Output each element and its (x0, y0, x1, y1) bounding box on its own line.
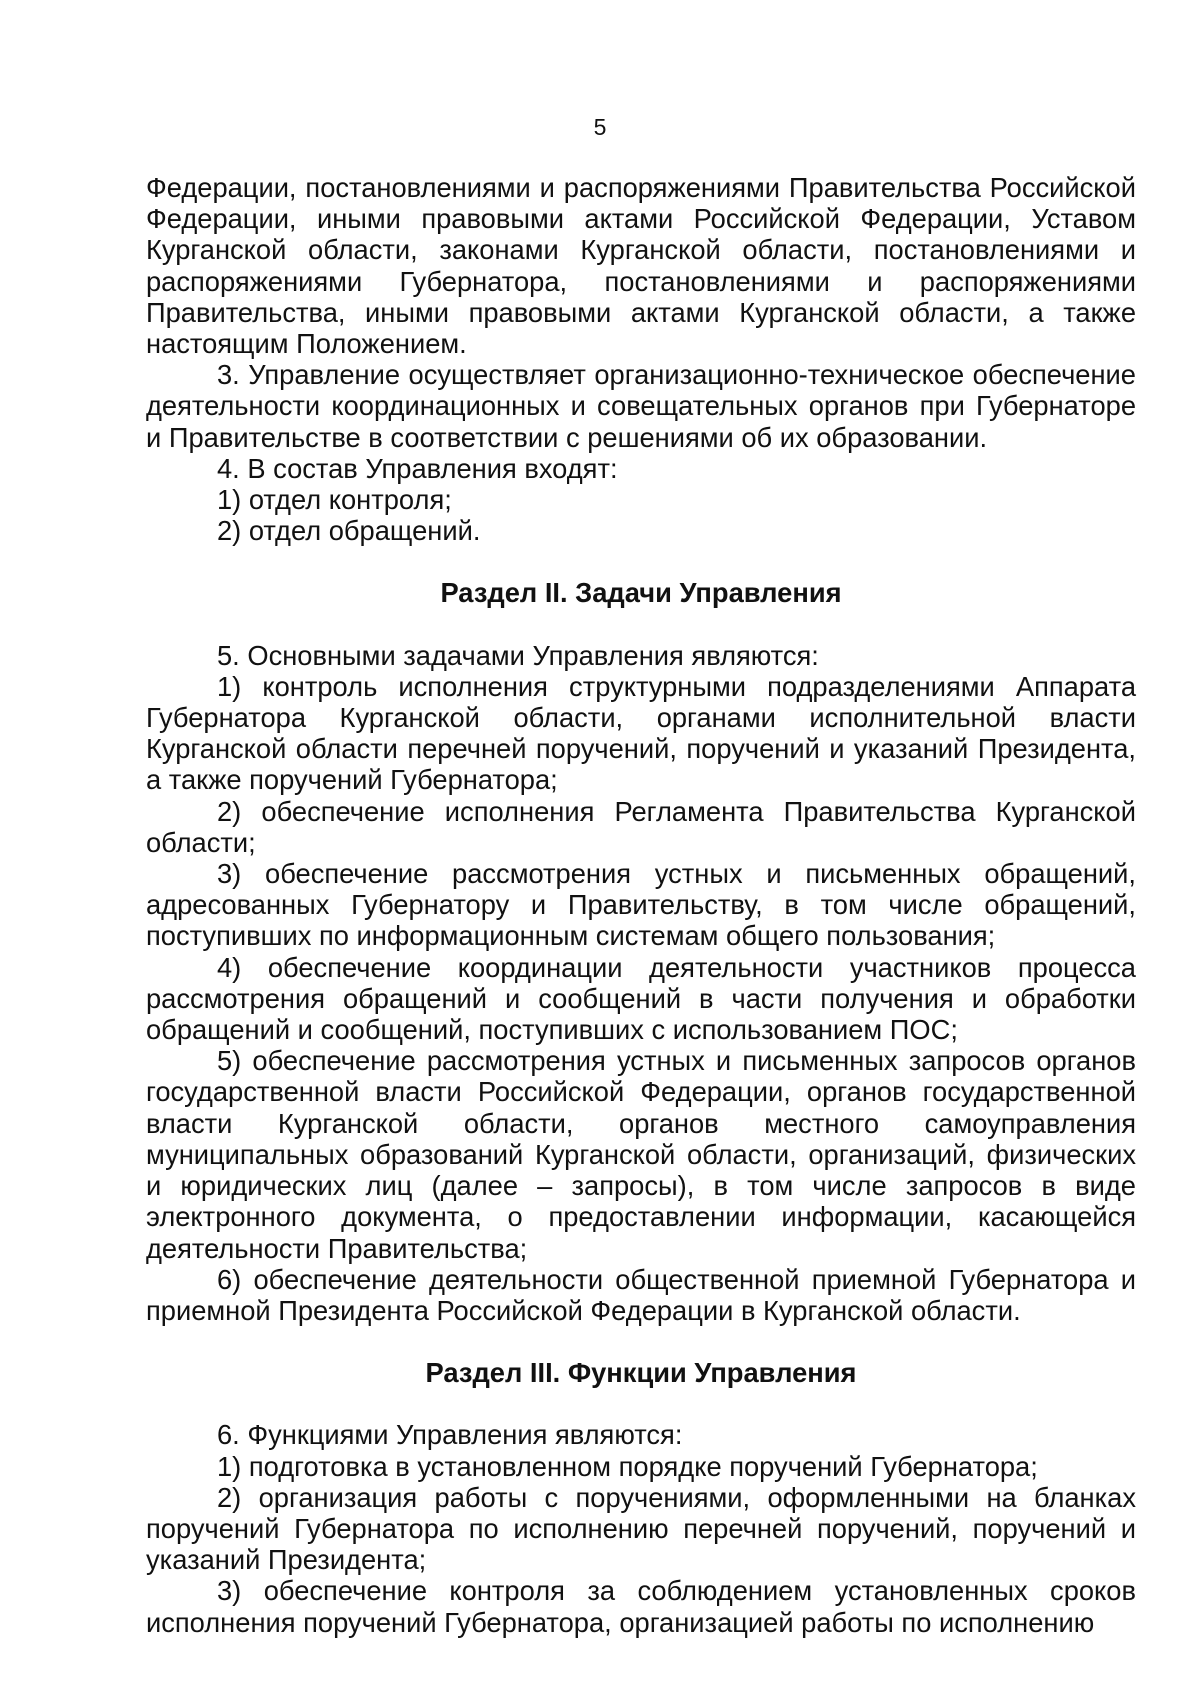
paragraph-6-item-3: 3) обеспечение контроля за соблюдением установленных сроков исполнения поручений Губернатора, организацией работы по исполнению (146, 1575, 1136, 1638)
paragraph-6-item-2: 2) организация работы с поручениями, оформленными на бланках поручений Губернатора по исполнению перечней поручений, поручений и указаний Президента; (146, 1481, 1136, 1576)
page-number: 5 (593, 114, 607, 140)
paragraph-4-item-2: 2) отдел обращений. (217, 515, 481, 547)
paragraph-6-item-1: 1) подготовка в установленном порядке поручений Губернатора; (217, 1450, 1038, 1482)
paragraph-continuation: Федерации, постановлениями и распоряжениями Правительства Российской Федерации, иными правовыми актами Российской Федерации, Уставом Курганской области, законами Курганской области, постановлениями и распоряжениями Губернатора, постановлениями и распоряжениями Правительства, иными правовыми актами Курганской области, а также настоящим Положением. (146, 172, 1136, 360)
paragraph-5-item-5: 5) обеспечение рассмотрения устных и письменных запросов органов государственной власти Российской Федерации, органов государственной власти Курганской области, органов местного самоуправления муниципальных образований Курганской области, организаций, физических и юридических лиц (далее – запросы), в том числе запросов в виде электронного документа, о предоставлении информации, касающейся деятельности Правительства; (146, 1045, 1136, 1264)
section-2-heading: Раздел II. Задачи Управления (440, 577, 842, 609)
paragraph-5-item-3: 3) обеспечение рассмотрения устных и письменных обращений, адресованных Губернатору и Правительству, в том числе обращений, поступивших по информационным системам общего пользования; (146, 858, 1136, 952)
paragraph-5-item-1: 1) контроль исполнения структурными подразделениями Аппарата Губернатора Курганской области, органами исполнительной власти Курганской области перечней поручений, поручений и указаний Президента, а также поручений Губернатора; (146, 670, 1136, 796)
paragraph-5: 5. Основными задачами Управления являются: (217, 639, 819, 671)
section-3-heading: Раздел III. Функции Управления (425, 1357, 857, 1389)
paragraph-5-item-4: 4) обеспечение координации деятельности участников процесса рассмотрения обращений и сообщений в части получения и обработки обращений и сообщений, поступивших с использованием ПОС; (146, 951, 1136, 1046)
document-body (146, 172, 1136, 1638)
paragraph-4: 4. В состав Управления входят: (217, 452, 618, 484)
paragraph-6: 6. Функциями Управления являются: (217, 1419, 683, 1451)
paragraph-4-item-1: 1) отдел контроля; (217, 484, 452, 516)
paragraph-5-item-6: 6) обеспечение деятельности общественной приемной Губернатора и приемной Президента Российской Федерации в Курганской области. (146, 1263, 1136, 1326)
paragraph-3: 3. Управление осуществляет организационно-техническое обеспечение деятельности координационных и совещательных органов при Губернаторе и Правительстве в соответствии с решениями об их образовании. (146, 359, 1136, 453)
paragraph-5-item-2: 2) обеспечение исполнения Регламента Правительства Курганской области; (146, 795, 1136, 858)
